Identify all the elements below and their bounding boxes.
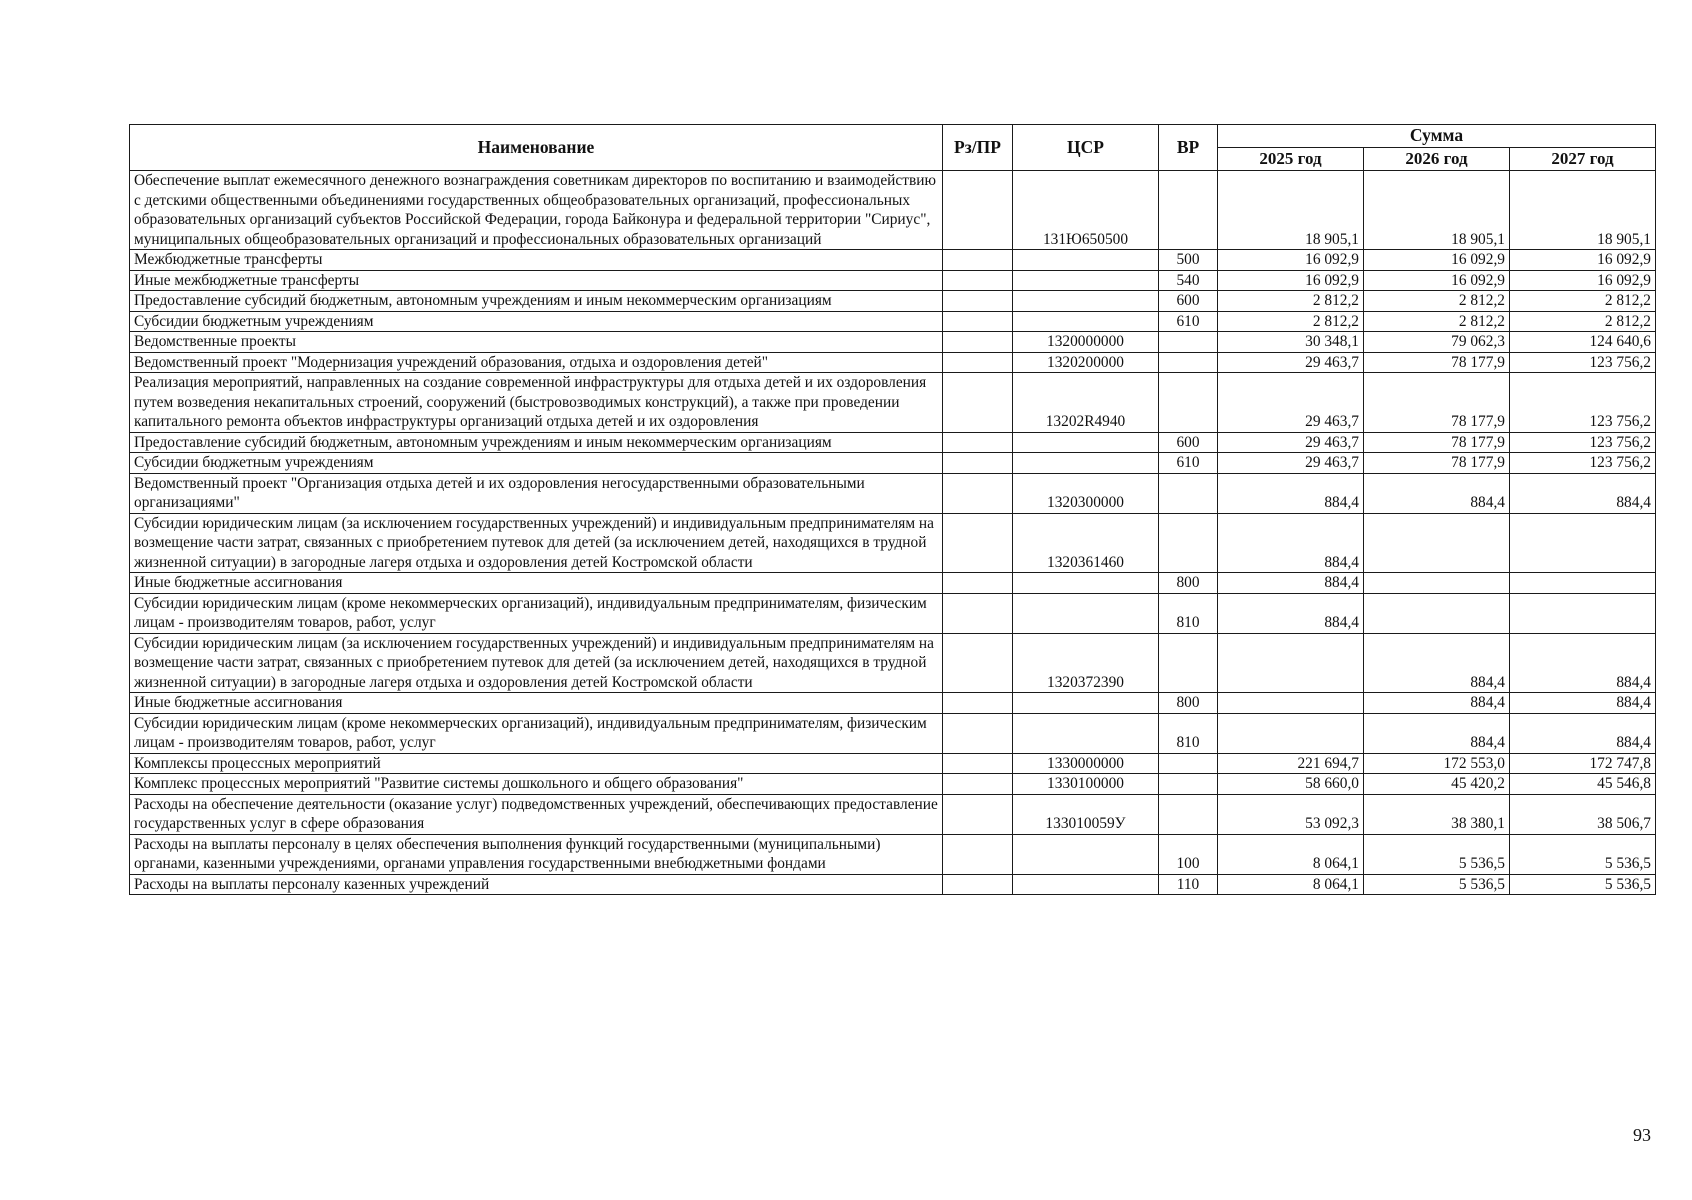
row-amount-2026: 78 177,9 <box>1364 373 1510 433</box>
row-name: Субсидии бюджетным учреждениям <box>130 311 943 332</box>
row-rzpr <box>943 693 1013 714</box>
row-amount-2025: 29 463,7 <box>1218 352 1364 373</box>
row-name: Субсидии юридическим лицам (кроме некоммерческих организаций), индивидуальным предпринимателям, физическим лицам - производителям товаров, работ, услуг <box>130 593 943 633</box>
row-name: Субсидии юридическим лицам (за исключением государственных учреждений) и индивидуальным предпринимателям на возмещение части затрат, связанных с приобретением путевок для детей (за исключением детей, находящихся в трудной жизненной ситуации) в загородные лагеря отдыха и оздоровления детей Костромской области <box>130 633 943 693</box>
row-amount-2026: 45 420,2 <box>1364 774 1510 795</box>
row-vr: 800 <box>1159 693 1218 714</box>
row-amount-2026: 16 092,9 <box>1364 270 1510 291</box>
row-amount-2026: 78 177,9 <box>1364 453 1510 474</box>
row-csr <box>1013 250 1159 271</box>
row-vr <box>1159 373 1218 433</box>
row-rzpr <box>943 834 1013 874</box>
row-name: Ведомственный проект "Модернизация учреждений образования, отдыха и оздоровления детей" <box>130 352 943 373</box>
row-csr <box>1013 593 1159 633</box>
budget-table <box>129 124 1656 895</box>
row-rzpr <box>943 352 1013 373</box>
row-rzpr <box>943 774 1013 795</box>
row-vr: 810 <box>1159 713 1218 753</box>
row-amount-2025 <box>1218 713 1364 753</box>
row-amount-2025: 2 812,2 <box>1218 311 1364 332</box>
row-amount-2027: 124 640,6 <box>1510 332 1656 353</box>
table-row <box>130 794 1656 834</box>
row-csr <box>1013 311 1159 332</box>
row-vr <box>1159 513 1218 573</box>
table-row <box>130 753 1656 774</box>
row-vr <box>1159 753 1218 774</box>
row-name: Ведомственный проект "Организация отдыха детей и их оздоровления негосударственными образовательными организациями" <box>130 473 943 513</box>
row-vr <box>1159 473 1218 513</box>
row-name: Расходы на выплаты персоналу казенных учреждений <box>130 874 943 895</box>
row-csr <box>1013 270 1159 291</box>
row-amount-2027: 16 092,9 <box>1510 270 1656 291</box>
row-vr: 100 <box>1159 834 1218 874</box>
row-csr <box>1013 291 1159 312</box>
row-rzpr <box>943 633 1013 693</box>
row-amount-2025: 16 092,9 <box>1218 250 1364 271</box>
table-row <box>130 633 1656 693</box>
row-csr: 1320361460 <box>1013 513 1159 573</box>
row-name: Обеспечение выплат ежемесячного денежного вознаграждения советникам директоров по воспитанию и взаимодействию с детскими общественными объединениями государственных общеобразовательных организаций, профессиональных образовательных организаций субъектов Российской Федерации, города Байконура и федеральной территории "Сириус", муниципальных общеобразовательных организаций и профессиональных образовательных организаций <box>130 171 943 250</box>
row-amount-2026: 18 905,1 <box>1364 171 1510 250</box>
row-vr <box>1159 794 1218 834</box>
row-amount-2027 <box>1510 593 1656 633</box>
row-amount-2026 <box>1364 513 1510 573</box>
row-amount-2025: 29 463,7 <box>1218 373 1364 433</box>
row-rzpr <box>943 373 1013 433</box>
row-rzpr <box>943 473 1013 513</box>
header-2027: 2027 год <box>1510 148 1656 171</box>
row-rzpr <box>943 573 1013 594</box>
row-rzpr <box>943 250 1013 271</box>
row-amount-2027: 2 812,2 <box>1510 311 1656 332</box>
row-amount-2026: 78 177,9 <box>1364 352 1510 373</box>
row-amount-2026: 884,4 <box>1364 473 1510 513</box>
row-rzpr <box>943 432 1013 453</box>
row-amount-2026: 5 536,5 <box>1364 834 1510 874</box>
row-amount-2025: 8 064,1 <box>1218 834 1364 874</box>
row-csr: 133010059У <box>1013 794 1159 834</box>
row-vr: 540 <box>1159 270 1218 291</box>
row-rzpr <box>943 311 1013 332</box>
row-vr: 500 <box>1159 250 1218 271</box>
row-name: Ведомственные проекты <box>130 332 943 353</box>
row-name: Предоставление субсидий бюджетным, автономным учреждениям и иным некоммерческим организациям <box>130 432 943 453</box>
row-vr <box>1159 774 1218 795</box>
row-csr <box>1013 713 1159 753</box>
row-csr: 1320300000 <box>1013 473 1159 513</box>
row-amount-2027: 5 536,5 <box>1510 874 1656 895</box>
row-amount-2027: 884,4 <box>1510 633 1656 693</box>
row-rzpr <box>943 171 1013 250</box>
row-vr <box>1159 171 1218 250</box>
row-csr <box>1013 432 1159 453</box>
table-row <box>130 432 1656 453</box>
row-name: Субсидии бюджетным учреждениям <box>130 453 943 474</box>
row-name: Иные бюджетные ассигнования <box>130 693 943 714</box>
row-csr: 1320000000 <box>1013 332 1159 353</box>
table-row <box>130 270 1656 291</box>
table-row <box>130 834 1656 874</box>
row-amount-2026 <box>1364 573 1510 594</box>
row-amount-2027: 123 756,2 <box>1510 453 1656 474</box>
header-vr: ВР <box>1159 125 1218 171</box>
table-row <box>130 250 1656 271</box>
row-name: Субсидии юридическим лицам (кроме некоммерческих организаций), индивидуальным предпринимателям, физическим лицам - производителям товаров, работ, услуг <box>130 713 943 753</box>
row-amount-2027: 38 506,7 <box>1510 794 1656 834</box>
row-rzpr <box>943 753 1013 774</box>
row-amount-2025: 58 660,0 <box>1218 774 1364 795</box>
row-csr: 1330100000 <box>1013 774 1159 795</box>
header-2025: 2025 год <box>1218 148 1364 171</box>
row-csr <box>1013 693 1159 714</box>
row-csr <box>1013 874 1159 895</box>
row-amount-2027: 123 756,2 <box>1510 373 1656 433</box>
row-amount-2025 <box>1218 633 1364 693</box>
row-vr: 610 <box>1159 311 1218 332</box>
row-amount-2025: 18 905,1 <box>1218 171 1364 250</box>
table-row <box>130 453 1656 474</box>
row-vr: 610 <box>1159 453 1218 474</box>
page-number: 93 <box>1633 1125 1651 1145</box>
row-amount-2027: 123 756,2 <box>1510 352 1656 373</box>
table-row <box>130 774 1656 795</box>
row-amount-2026: 884,4 <box>1364 633 1510 693</box>
row-amount-2026: 172 553,0 <box>1364 753 1510 774</box>
row-amount-2026: 884,4 <box>1364 713 1510 753</box>
row-vr: 600 <box>1159 291 1218 312</box>
table-row <box>130 513 1656 573</box>
table-row <box>130 311 1656 332</box>
row-amount-2027 <box>1510 513 1656 573</box>
row-amount-2025: 884,4 <box>1218 593 1364 633</box>
row-amount-2025: 29 463,7 <box>1218 453 1364 474</box>
row-name: Предоставление субсидий бюджетным, автономным учреждениям и иным некоммерческим организациям <box>130 291 943 312</box>
row-amount-2027: 884,4 <box>1510 713 1656 753</box>
table-row <box>130 352 1656 373</box>
row-vr: 810 <box>1159 593 1218 633</box>
row-vr: 800 <box>1159 573 1218 594</box>
table-row <box>130 332 1656 353</box>
row-csr: 131Ю650500 <box>1013 171 1159 250</box>
row-amount-2027: 2 812,2 <box>1510 291 1656 312</box>
row-amount-2025: 2 812,2 <box>1218 291 1364 312</box>
row-rzpr <box>943 874 1013 895</box>
row-amount-2025: 884,4 <box>1218 513 1364 573</box>
row-name: Иные бюджетные ассигнования <box>130 573 943 594</box>
row-name: Расходы на обеспечение деятельности (оказание услуг) подведомственных учреждений, обеспечивающих предоставление государственных услуг в сфере образования <box>130 794 943 834</box>
row-amount-2027: 172 747,8 <box>1510 753 1656 774</box>
row-amount-2025: 884,4 <box>1218 573 1364 594</box>
row-rzpr <box>943 593 1013 633</box>
row-amount-2025 <box>1218 693 1364 714</box>
row-vr <box>1159 633 1218 693</box>
row-rzpr <box>943 291 1013 312</box>
header-summa: Сумма <box>1218 125 1656 148</box>
row-csr: 1320372390 <box>1013 633 1159 693</box>
table-row <box>130 573 1656 594</box>
row-amount-2027: 884,4 <box>1510 693 1656 714</box>
row-amount-2026: 38 380,1 <box>1364 794 1510 834</box>
table-row <box>130 593 1656 633</box>
table-header <box>130 125 1656 171</box>
row-rzpr <box>943 332 1013 353</box>
table-row <box>130 373 1656 433</box>
row-vr: 600 <box>1159 432 1218 453</box>
row-name: Субсидии юридическим лицам (за исключением государственных учреждений) и индивидуальным предпринимателям на возмещение части затрат, связанных с приобретением путевок для детей (за исключением детей, находящихся в трудной жизненной ситуации) в загородные лагеря отдыха и оздоровления детей Костромской области <box>130 513 943 573</box>
row-rzpr <box>943 270 1013 291</box>
header-rzpr: Рз/ПР <box>943 125 1013 171</box>
row-amount-2025: 16 092,9 <box>1218 270 1364 291</box>
row-amount-2026 <box>1364 593 1510 633</box>
table-row <box>130 473 1656 513</box>
table-row <box>130 874 1656 895</box>
row-name: Расходы на выплаты персоналу в целях обеспечения выполнения функций государственными (муниципальными) органами, казенными учреждениями, органами управления государственными внебюджетными фондами <box>130 834 943 874</box>
row-vr <box>1159 332 1218 353</box>
row-vr <box>1159 352 1218 373</box>
row-amount-2027: 16 092,9 <box>1510 250 1656 271</box>
row-amount-2025: 29 463,7 <box>1218 432 1364 453</box>
row-amount-2025: 8 064,1 <box>1218 874 1364 895</box>
row-vr: 110 <box>1159 874 1218 895</box>
row-rzpr <box>943 513 1013 573</box>
row-amount-2027: 123 756,2 <box>1510 432 1656 453</box>
row-csr: 1330000000 <box>1013 753 1159 774</box>
row-amount-2027: 5 536,5 <box>1510 834 1656 874</box>
row-amount-2027 <box>1510 573 1656 594</box>
row-name: Реализация мероприятий, направленных на создание современной инфраструктуры для отдыха детей и их оздоровления путем возведения некапитальных строений, сооружений (быстровозводимых конструкций), а также при проведении капитального ремонта объектов инфраструктуры организаций отдыха детей и их оздоровления <box>130 373 943 433</box>
row-csr <box>1013 834 1159 874</box>
row-amount-2025: 221 694,7 <box>1218 753 1364 774</box>
table-row <box>130 291 1656 312</box>
row-csr: 1320200000 <box>1013 352 1159 373</box>
header-csr: ЦСР <box>1013 125 1159 171</box>
row-amount-2026: 79 062,3 <box>1364 332 1510 353</box>
row-rzpr <box>943 713 1013 753</box>
table-row <box>130 693 1656 714</box>
row-name: Иные межбюджетные трансферты <box>130 270 943 291</box>
row-amount-2026: 2 812,2 <box>1364 291 1510 312</box>
row-amount-2026: 884,4 <box>1364 693 1510 714</box>
row-amount-2026: 2 812,2 <box>1364 311 1510 332</box>
header-2026: 2026 год <box>1364 148 1510 171</box>
table-row <box>130 171 1656 250</box>
row-csr <box>1013 453 1159 474</box>
row-csr <box>1013 573 1159 594</box>
row-amount-2026: 78 177,9 <box>1364 432 1510 453</box>
row-amount-2026: 5 536,5 <box>1364 874 1510 895</box>
row-csr: 13202R4940 <box>1013 373 1159 433</box>
table-row <box>130 713 1656 753</box>
table-body <box>130 171 1656 895</box>
row-amount-2025: 53 092,3 <box>1218 794 1364 834</box>
header-name: Наименование <box>130 125 943 171</box>
row-name: Комплекс процессных мероприятий "Развитие системы дошкольного и общего образования" <box>130 774 943 795</box>
row-amount-2025: 884,4 <box>1218 473 1364 513</box>
row-rzpr <box>943 794 1013 834</box>
row-amount-2027: 18 905,1 <box>1510 171 1656 250</box>
row-name: Межбюджетные трансферты <box>130 250 943 271</box>
row-rzpr <box>943 453 1013 474</box>
row-amount-2027: 45 546,8 <box>1510 774 1656 795</box>
row-amount-2026: 16 092,9 <box>1364 250 1510 271</box>
row-name: Комплексы процессных мероприятий <box>130 753 943 774</box>
row-amount-2025: 30 348,1 <box>1218 332 1364 353</box>
row-amount-2027: 884,4 <box>1510 473 1656 513</box>
